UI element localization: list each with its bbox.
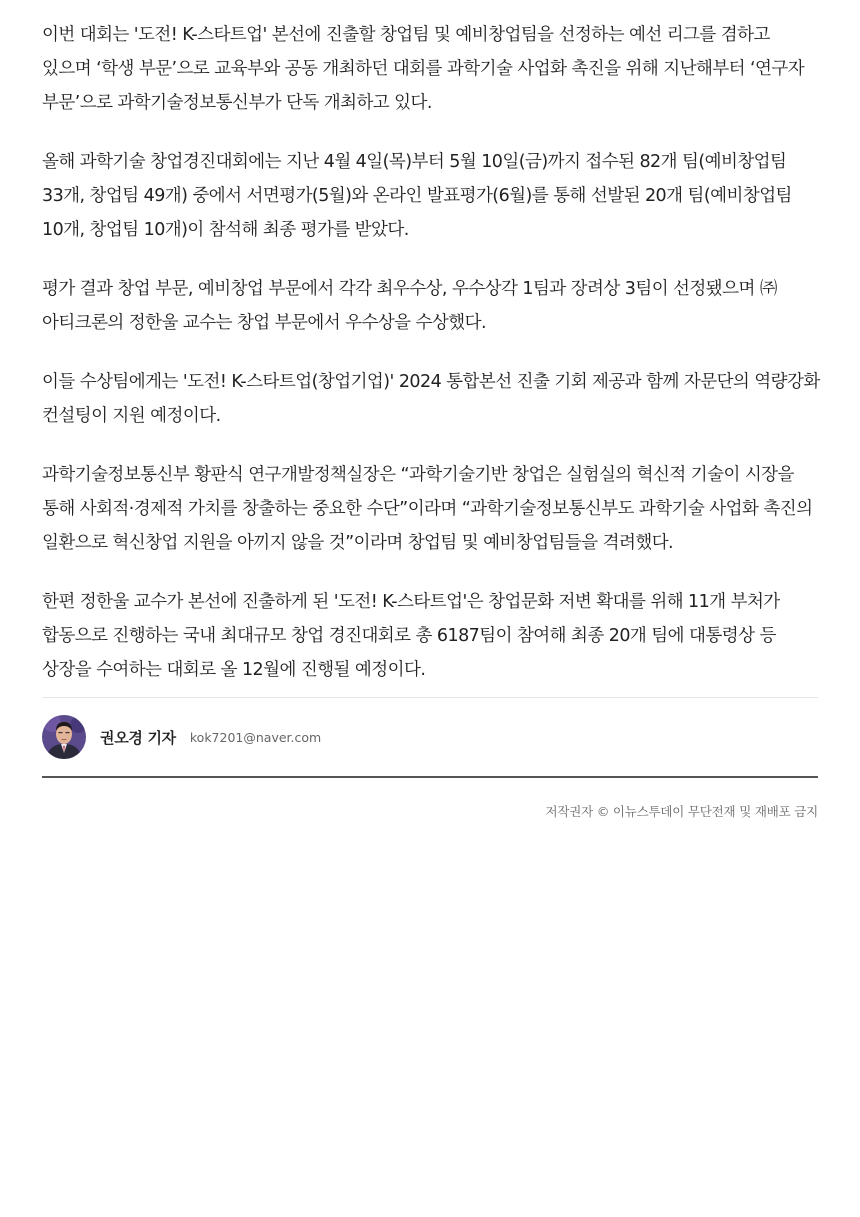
article-paragraph: 평가 결과 창업 부문, 예비창업 부문에서 각각 최우수상, 우수상각 1팀과 장려상 3팀이 선정됐으며 ㈜아티크론의 정한울 교수는 창업 부문에서 우수상을 수상했다.: [42, 279, 777, 333]
reporter-email[interactable]: kok7201@naver.com: [189, 729, 322, 745]
article-paragraph: 과학기술정보통신부 황판식 연구개발정책실장은 “과학기술기반 창업은 실험실의 혁신적 기술이 시장을 통해 사회적·경제적 가치를 창출하는 중요한 수단”이라며 “과학기술정보통신부도 과학기술 사업화 촉진의 일환으로 혁신창업 지원을 아끼지 않을 것”이라며 창업팀 및 예비창업팀들을 격려했다.: [42, 465, 813, 553]
article-paragraph: 이번 대회는 '도전! K-스타트업' 본선에 진출할 창업팀 및 예비창업팀을 선정하는 예선 리그를 겸하고 있으며 ‘학생 부문’으로 교육부와 공동 개최하던 대회를 과학기술 사업화 촉진을 위해 지난해부터 ‘연구자 부문’으로 과학기술정보통신부가 단독 개최하고 있다.: [42, 25, 805, 113]
byline-divider: [42, 697, 818, 698]
article-paragraph: 이들 수상팀에게는 '도전! K-스타트업(창업기업)' 2024 통합본선 진출 기회 제공과 함께 자문단의 역량강화 컨설팅이 지원 예정이다.: [42, 372, 820, 426]
reporter-avatar[interactable]: [42, 715, 86, 759]
reporter-photo-icon: [42, 715, 86, 759]
article-paragraph: 한편 정한울 교수가 본선에 진출하게 된 '도전! K-스타트업'은 창업문화 저변 확대를 위해 11개 부처가 합동으로 진행하는 국내 최대규모 창업 경진대회로 총 6187팀이 참여해 최종 20개 팀에 대통령상 등 상장을 수여하는 대회로 올 12월에 진행될 예정이다.: [42, 592, 780, 680]
copyright-notice: 저작권자 © 이뉴스투데이 무단전재 및 재배포 금지: [545, 804, 818, 819]
reporter-byline: [42, 714, 321, 760]
article-paragraph: 올해 과학기술 창업경진대회에는 지난 4월 4일(목)부터 5월 10일(금)까지 접수된 82개 팀(예비창업팀 33개, 창업팀 49개) 중에서 서면평가(5월)와 온라인 발표평가(6월)를 통해 선발된 20개 팀(예비창업팀 10개, 창업팀 10개)이 참석해 최종 평가를 받았다.: [42, 152, 792, 240]
reporter-name[interactable]: 권오경 기자: [100, 728, 176, 747]
article-body: [42, 18, 820, 712]
footer-divider: [42, 776, 818, 778]
